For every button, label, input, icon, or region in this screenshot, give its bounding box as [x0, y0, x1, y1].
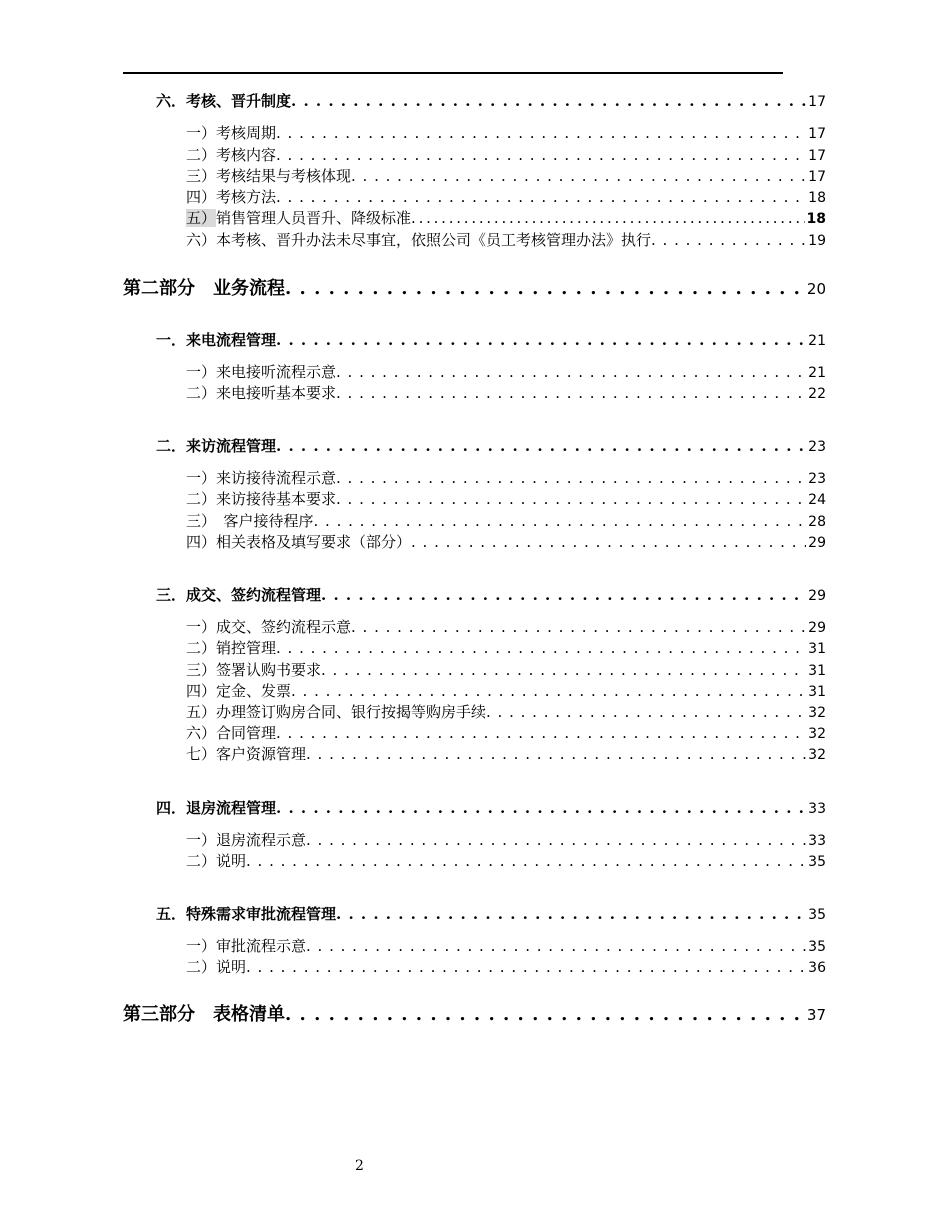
- toc-leader: [486, 703, 806, 721]
- toc-label: 一）考核周期: [186, 124, 277, 142]
- toc-label: 三） 客户接待程序: [186, 512, 314, 530]
- toc-leader: [276, 437, 806, 455]
- toc-page: 29: [808, 588, 826, 604]
- toc-page: 35: [808, 854, 826, 870]
- toc-entry[interactable]: [186, 680, 826, 701]
- toc-entry[interactable]: [156, 329, 826, 350]
- toc-label: 一）来电接听流程示意: [186, 363, 337, 381]
- toc-leader: [276, 724, 806, 742]
- toc-label: 四）考核方法: [186, 188, 277, 206]
- toc-entry[interactable]: [186, 722, 826, 743]
- toc-entry[interactable]: [186, 935, 826, 956]
- toc-part-entry[interactable]: [123, 1000, 826, 1026]
- toc-label: 二）销控管理: [186, 639, 277, 657]
- toc-label: 第二部分 业务流程: [123, 278, 285, 299]
- toc-leader: [246, 958, 806, 976]
- toc-page: 33: [808, 801, 826, 817]
- toc-label: 二）说明: [186, 958, 247, 976]
- toc-page: 28: [808, 514, 826, 530]
- toc-page: 17: [808, 126, 826, 142]
- toc-entry[interactable]: [186, 165, 826, 186]
- toc-label: 二．来访流程管理: [156, 437, 277, 455]
- toc-entry[interactable]: [186, 186, 826, 207]
- toc-leader: [314, 512, 807, 530]
- toc-label: 四）相关表格及填写要求（部分）: [186, 533, 412, 551]
- toc-label: 三．成交、签约流程管理: [156, 586, 322, 604]
- toc-page: 35: [808, 939, 826, 955]
- toc-leader: [306, 831, 806, 849]
- toc-leader: [336, 384, 806, 402]
- toc-leader: [411, 209, 804, 227]
- page-number: 2: [355, 1158, 364, 1174]
- toc-entry[interactable]: [186, 122, 826, 143]
- toc-label: 第三部分 表格清单: [123, 1004, 285, 1025]
- toc-leader: [291, 682, 806, 700]
- toc-leader: [321, 661, 806, 679]
- toc-label: 四．退房流程管理: [156, 799, 277, 817]
- toc-label: 二）说明: [186, 852, 247, 870]
- toc-entry[interactable]: [186, 361, 826, 382]
- toc-label: 五．特殊需求审批流程管理: [156, 905, 337, 923]
- toc-page: 32: [808, 747, 826, 763]
- toc-page: 37: [806, 1006, 826, 1024]
- toc-page: 36: [808, 960, 826, 976]
- toc-label: 六）合同管理: [186, 724, 277, 742]
- toc-entry[interactable]: [156, 584, 826, 605]
- toc-page: 19: [808, 233, 826, 249]
- toc-page: 23: [808, 471, 826, 487]
- toc-page: 21: [808, 365, 826, 381]
- toc-leader: [276, 639, 806, 657]
- toc-page: 22: [808, 386, 826, 402]
- toc-page: 35: [808, 907, 826, 923]
- toc-entry[interactable]: [156, 90, 826, 111]
- toc-leader: [276, 146, 806, 164]
- toc-label: 一）退房流程示意: [186, 831, 307, 849]
- toc-page: 17: [808, 94, 826, 110]
- toc-entry[interactable]: [186, 850, 826, 871]
- toc-page: 31: [808, 663, 826, 679]
- toc-page: 17: [808, 169, 826, 185]
- toc-leader: [246, 852, 806, 870]
- toc-page: 17: [808, 148, 826, 164]
- toc-entry[interactable]: [186, 659, 826, 680]
- toc-label: 一．来电流程管理: [156, 331, 277, 349]
- toc-page: 18: [806, 211, 826, 227]
- toc-entry[interactable]: [186, 144, 826, 165]
- toc-label: 七）客户资源管理: [186, 745, 307, 763]
- toc-leader: [285, 278, 805, 299]
- toc-leader: [321, 586, 806, 604]
- toc-label: 一）审批流程示意: [186, 937, 307, 955]
- toc-label: 一）来访接待流程示意: [186, 469, 337, 487]
- toc-entry[interactable]: [186, 829, 826, 850]
- toc-leader: [291, 92, 806, 110]
- toc-entry[interactable]: [186, 229, 826, 250]
- toc-label: 二）来访接待基本要求: [186, 490, 337, 508]
- toc-leader: [336, 490, 806, 508]
- highlighted-prefix: 五）: [186, 209, 217, 227]
- toc-page: 32: [808, 726, 826, 742]
- toc-entry[interactable]: [186, 510, 826, 531]
- toc-label: [186, 207, 411, 228]
- toc-page: 24: [808, 492, 826, 508]
- toc-page: 31: [808, 641, 826, 657]
- toc-page: 31: [808, 684, 826, 700]
- toc-leader: [276, 124, 806, 142]
- toc-entry[interactable]: [186, 637, 826, 658]
- toc-leader: [276, 188, 806, 206]
- toc-leader: [306, 937, 806, 955]
- toc-page: 33: [808, 833, 826, 849]
- toc-page: 18: [808, 190, 826, 206]
- toc-entry[interactable]: [156, 435, 826, 456]
- toc-label: 二）来电接听基本要求: [186, 384, 337, 402]
- toc-entry[interactable]: [186, 743, 826, 764]
- toc-leader: [276, 331, 806, 349]
- toc-label: 四）定金、发票: [186, 682, 292, 700]
- toc-leader: [336, 363, 806, 381]
- toc-leader: [276, 799, 806, 817]
- toc-page: 20: [806, 280, 826, 298]
- toc-leader: [351, 167, 806, 185]
- toc-leader: [336, 905, 806, 923]
- toc-entry[interactable]: [186, 616, 826, 637]
- toc-page: 23: [808, 439, 826, 455]
- toc-entry[interactable]: [156, 903, 826, 924]
- toc-label-text: 销售管理人员晋升、降级标准: [216, 209, 412, 227]
- toc-leader: [351, 618, 806, 636]
- toc-page: 21: [808, 333, 826, 349]
- toc-entry[interactable]: [186, 382, 826, 403]
- toc-label: 三）考核结果与考核体现: [186, 167, 352, 185]
- toc-leader: [411, 533, 806, 551]
- toc-leader: [306, 745, 806, 763]
- header-rule: [123, 72, 783, 74]
- toc-entry[interactable]: [186, 956, 826, 977]
- toc-label: 六．考核、晋升制度: [156, 92, 292, 110]
- toc-entry[interactable]: [186, 207, 826, 228]
- toc-page: 29: [808, 535, 826, 551]
- toc-label: 一）成交、签约流程示意: [186, 618, 352, 636]
- toc-part-entry[interactable]: [123, 274, 826, 300]
- toc-label: 二）考核内容: [186, 146, 277, 164]
- toc-leader: [336, 469, 806, 487]
- toc-label: 五）办理签订购房合同、银行按揭等购房手续: [186, 703, 487, 721]
- toc-label: 六）本考核、晋升办法未尽事宜，依照公司《员工考核管理办法》执行: [186, 231, 652, 249]
- toc-entry[interactable]: [186, 488, 826, 509]
- toc-leader: [651, 231, 806, 249]
- toc-page: 29: [808, 620, 826, 636]
- toc-entry[interactable]: [186, 467, 826, 488]
- toc-page: 32: [808, 705, 826, 721]
- toc-entry[interactable]: [156, 797, 826, 818]
- toc-entry[interactable]: [186, 531, 826, 552]
- toc-leader: [285, 1004, 805, 1025]
- toc-entry[interactable]: [186, 701, 826, 722]
- toc-label: 三）签署认购书要求: [186, 661, 322, 679]
